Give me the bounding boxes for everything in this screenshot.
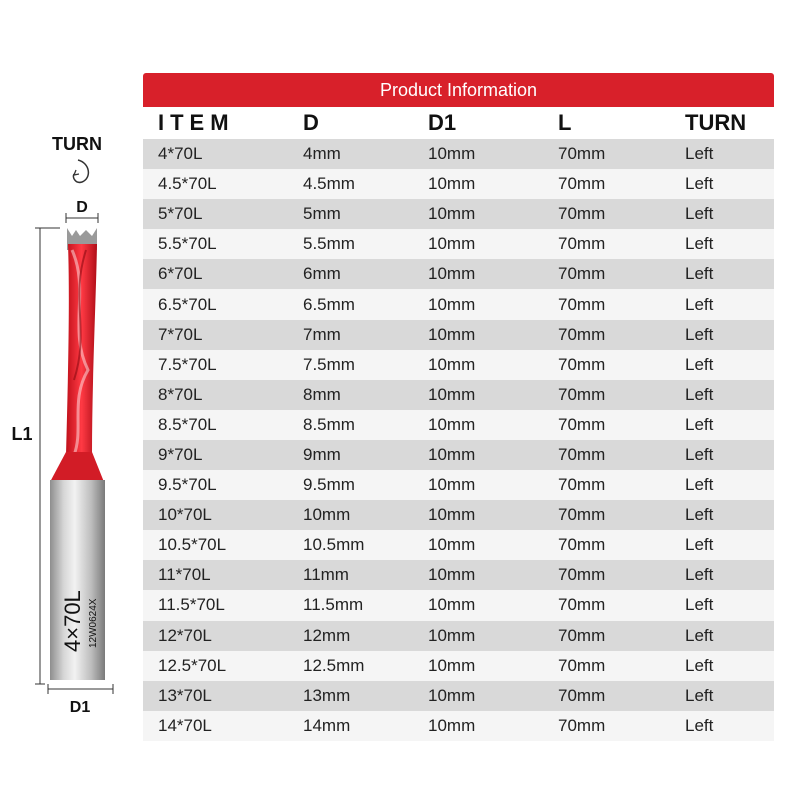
cell-item: 9*70L: [158, 444, 203, 464]
cell-item: 10.5*70L: [158, 535, 227, 555]
cell-l: 70mm: [558, 595, 606, 615]
cell-d1: 10mm: [428, 414, 476, 434]
cell-l: 70mm: [558, 204, 606, 224]
cell-turn: Left: [685, 174, 714, 194]
header-d1: D1: [428, 110, 457, 135]
cell-item: 8*70L: [158, 384, 203, 404]
cell-l: 70mm: [558, 234, 606, 254]
table-header-row: [143, 107, 774, 139]
cell-l: 70mm: [558, 264, 606, 284]
table-row: [143, 410, 774, 440]
cell-d: 12mm: [303, 625, 351, 645]
cell-turn: Left: [685, 264, 714, 284]
cell-d: 5.5mm: [303, 234, 355, 254]
cell-d: 11mm: [303, 565, 349, 585]
cell-item: 4*70L: [158, 144, 203, 164]
cell-d1: 10mm: [428, 595, 476, 615]
cell-item: 5*70L: [158, 204, 203, 224]
cell-turn: Left: [685, 715, 714, 735]
header-item: ITEM: [158, 110, 235, 135]
cell-turn: Left: [685, 234, 714, 254]
cell-l: 70mm: [558, 444, 606, 464]
cell-l: 70mm: [558, 174, 606, 194]
table-row: [143, 229, 774, 259]
cell-turn: Left: [685, 324, 714, 344]
cell-item: 4.5*70L: [158, 174, 217, 194]
cell-d1: 10mm: [428, 354, 476, 374]
cell-turn: Left: [685, 505, 714, 525]
cell-turn: Left: [685, 475, 714, 495]
cell-item: 12.5*70L: [158, 655, 227, 675]
table-row: [143, 320, 774, 350]
cell-l: 70mm: [558, 324, 606, 344]
table-row: [143, 259, 774, 289]
cell-item: 7.5*70L: [158, 354, 217, 374]
cell-d1: 10mm: [428, 444, 476, 464]
table-row: [143, 350, 774, 380]
cell-d: 10mm: [303, 505, 351, 525]
cell-d: 13mm: [303, 685, 351, 705]
cell-turn: Left: [685, 655, 714, 675]
shank-code: 12W0624X: [88, 598, 99, 648]
cell-d1: 10mm: [428, 324, 476, 344]
flute-transition: [50, 452, 104, 482]
cell-d1: 10mm: [428, 715, 476, 735]
cell-l: 70mm: [558, 144, 606, 164]
cell-item: 11*70L: [158, 565, 211, 585]
cell-d: 7.5mm: [303, 354, 355, 374]
cell-turn: Left: [685, 384, 714, 404]
cell-d: 11.5mm: [303, 595, 364, 615]
header-turn: TURN: [685, 110, 747, 135]
l1-label: L1: [11, 424, 33, 444]
table-row: [143, 681, 774, 711]
cell-l: 70mm: [558, 685, 606, 705]
cell-l: 70mm: [558, 384, 606, 404]
d-label: D: [76, 199, 88, 216]
cell-turn: Left: [685, 414, 714, 434]
cell-d1: 10mm: [428, 264, 476, 284]
table-row: [143, 500, 774, 530]
cell-item: 5.5*70L: [158, 234, 217, 254]
table-row: [143, 621, 774, 651]
cell-d1: 10mm: [428, 535, 476, 555]
cell-l: 70mm: [558, 354, 606, 374]
cell-turn: Left: [685, 294, 714, 314]
cell-turn: Left: [685, 595, 714, 615]
cell-item: 9.5*70L: [158, 475, 217, 495]
table-row: [143, 470, 774, 500]
drill-bit-diagram: [0, 0, 140, 800]
shank-marking: 4×70L: [60, 590, 85, 652]
cell-item: 13*70L: [158, 685, 212, 705]
cell-d1: 10mm: [428, 655, 476, 675]
cell-d: 6.5mm: [303, 294, 355, 314]
table-row: [143, 440, 774, 470]
cell-l: 70mm: [558, 565, 606, 585]
cell-item: 6.5*70L: [158, 294, 217, 314]
table-row: [143, 651, 774, 681]
cell-item: 10*70L: [158, 505, 212, 525]
table-row: [143, 711, 774, 741]
cell-turn: Left: [685, 354, 714, 374]
cell-d1: 10mm: [428, 144, 476, 164]
cell-turn: Left: [685, 625, 714, 645]
cell-d: 7mm: [303, 324, 341, 344]
cell-d1: 10mm: [428, 685, 476, 705]
cell-turn: Left: [685, 535, 714, 555]
table-row: [143, 590, 774, 620]
cell-turn: Left: [685, 685, 714, 705]
cell-d1: 10mm: [428, 234, 476, 254]
cell-d: 9mm: [303, 444, 341, 464]
cell-d: 10.5mm: [303, 535, 365, 555]
cell-d1: 10mm: [428, 475, 476, 495]
cell-turn: Left: [685, 444, 714, 464]
cell-l: 70mm: [558, 475, 606, 495]
cell-d: 6mm: [303, 264, 341, 284]
header-d: D: [303, 110, 319, 135]
cell-d: 12.5mm: [303, 655, 365, 675]
cell-item: 11.5*70L: [158, 595, 225, 615]
cell-l: 70mm: [558, 655, 606, 675]
cell-d1: 10mm: [428, 625, 476, 645]
header-l: L: [558, 110, 572, 135]
cell-d: 4.5mm: [303, 174, 355, 194]
cell-l: 70mm: [558, 414, 606, 434]
cell-d: 14mm: [303, 715, 351, 735]
cell-d: 8mm: [303, 384, 341, 404]
cell-item: 8.5*70L: [158, 414, 217, 434]
d1-label: D1: [69, 699, 91, 716]
cell-d1: 10mm: [428, 505, 476, 525]
cell-l: 70mm: [558, 625, 606, 645]
cell-d1: 10mm: [428, 294, 476, 314]
cell-turn: Left: [685, 204, 714, 224]
cell-d: 8.5mm: [303, 414, 355, 434]
cell-item: 6*70L: [158, 264, 203, 284]
product-information-table: [143, 73, 774, 741]
cell-l: 70mm: [558, 535, 606, 555]
table-row: [143, 289, 774, 319]
cell-item: 12*70L: [158, 625, 212, 645]
cell-d1: 10mm: [428, 204, 476, 224]
cell-item: 14*70L: [158, 715, 212, 735]
table-row: [143, 199, 774, 229]
cell-turn: Left: [685, 565, 714, 585]
table-title: Product Information: [143, 73, 774, 107]
cell-d: 4mm: [303, 144, 341, 164]
table-row: [143, 380, 774, 410]
cell-d1: 10mm: [428, 174, 476, 194]
turn-label: TURN: [52, 134, 102, 154]
cell-d1: 10mm: [428, 565, 476, 585]
cell-d: 9.5mm: [303, 475, 355, 495]
cell-d: 5mm: [303, 204, 341, 224]
table-row: [143, 560, 774, 590]
cell-d1: 10mm: [428, 384, 476, 404]
table-row: [143, 530, 774, 560]
cell-l: 70mm: [558, 294, 606, 314]
cell-l: 70mm: [558, 505, 606, 525]
cell-turn: Left: [685, 144, 714, 164]
table-row: [143, 139, 774, 169]
cell-item: 7*70L: [158, 324, 203, 344]
cell-l: 70mm: [558, 715, 606, 735]
table-row: [143, 169, 774, 199]
